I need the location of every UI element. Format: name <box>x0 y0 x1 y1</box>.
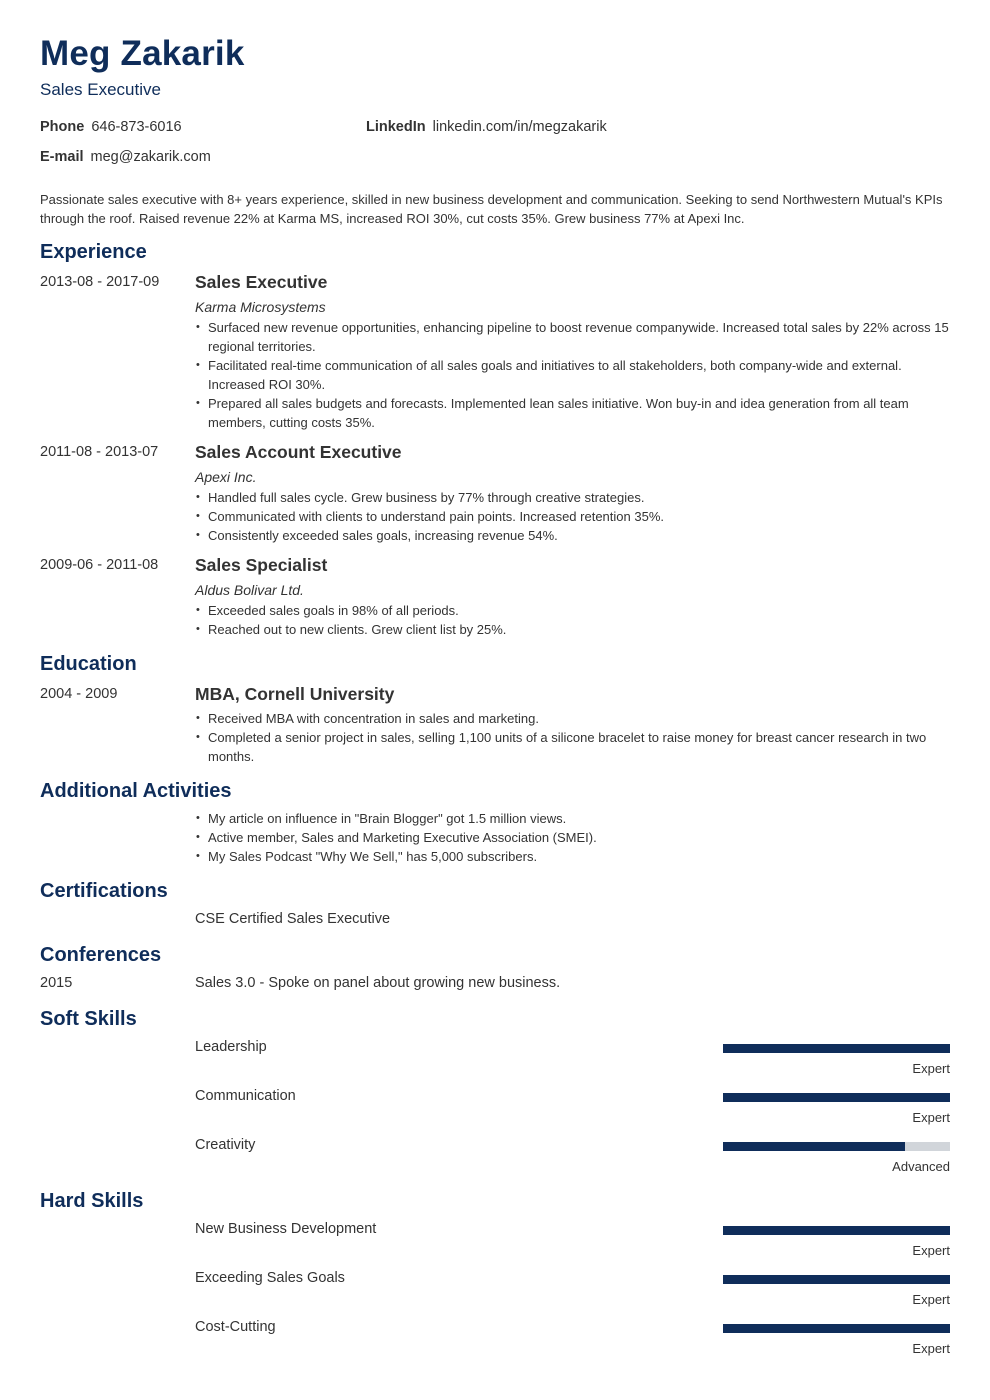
activities-heading: Additional Activities <box>40 780 232 802</box>
list-item: • My article on influence in "Brain Blogger" got 1.5 million views. <box>195 809 950 828</box>
candidate-role: Sales Executive <box>40 80 161 99</box>
education-heading: Education <box>40 653 137 675</box>
list-item: • Communicated with clients to understand pain points. Increased retention 35%. <box>195 507 950 526</box>
skill-level: Expert <box>912 1341 950 1356</box>
job-company: Apexi Inc. <box>195 469 257 485</box>
job-dates: 2009-06 - 2011-08 <box>40 557 159 573</box>
skill-name: Cost-Cutting <box>195 1319 276 1335</box>
skill-name: Exceeding Sales Goals <box>195 1270 345 1286</box>
skill-bar-fill <box>723 1275 950 1284</box>
skill-bar-fill <box>723 1226 950 1235</box>
list-item: • My Sales Podcast "Why We Sell," has 5,000 subscribers. <box>195 847 950 866</box>
job-company: Aldus Bolivar Ltd. <box>195 582 304 598</box>
skill-bar-fill <box>723 1044 950 1053</box>
list-item: • Exceeded sales goals in 98% of all periods. <box>195 601 950 620</box>
conference-year: 2015 <box>40 975 73 991</box>
skill-bar <box>723 1324 950 1333</box>
job-dates: 2011-08 - 2013-07 <box>40 444 159 460</box>
job-company: Karma Microsystems <box>195 299 326 315</box>
phone-value: 646-873-6016 <box>91 119 182 135</box>
skill-bar-fill <box>723 1324 950 1333</box>
list-item: • Consistently exceeded sales goals, increasing revenue 54%. <box>195 526 950 545</box>
linkedin-value[interactable]: linkedin.com/in/megzakarik <box>432 119 607 135</box>
skill-name: Communication <box>195 1088 296 1104</box>
list-item: • Received MBA with concentration in sales and marketing. <box>195 709 950 728</box>
job-title: Sales Specialist <box>195 555 328 575</box>
phone-label: Phone <box>40 119 85 135</box>
skill-name: Leadership <box>195 1039 267 1055</box>
skill-level: Expert <box>912 1243 950 1258</box>
soft-skills-heading: Soft Skills <box>40 1008 137 1030</box>
list-item: • Facilitated real-time communication of all sales goals and initiatives to all stakeholders, both company-wide and external. Increased ROI 30%. <box>195 356 950 394</box>
list-item: • Handled full sales cycle. Grew business by 77% through creative strategies. <box>195 488 950 507</box>
phone-contact <box>40 119 182 135</box>
job-title: Sales Executive <box>195 272 328 292</box>
linkedin-contact <box>366 119 607 135</box>
education-bullets <box>195 709 950 766</box>
skill-level: Advanced <box>892 1159 950 1174</box>
skill-bar <box>723 1226 950 1235</box>
email-value[interactable]: meg@zakarik.com <box>90 149 211 165</box>
skill-level: Expert <box>912 1292 950 1307</box>
skill-bar <box>723 1044 950 1053</box>
skill-level: Expert <box>912 1110 950 1125</box>
job-bullets <box>195 601 950 639</box>
job-bullets <box>195 318 950 432</box>
activities-bullets <box>195 809 950 866</box>
list-item: • Prepared all sales budgets and forecasts. Implemented lean sales initiative. Won buy-in and idea generation from all team members, cutting costs 35%. <box>195 394 950 432</box>
list-item: • Active member, Sales and Marketing Executive Association (SMEI). <box>195 828 950 847</box>
candidate-name: Meg Zakarik <box>40 34 245 73</box>
education-dates: 2004 - 2009 <box>40 686 118 702</box>
conferences-heading: Conferences <box>40 944 162 966</box>
list-item: • Completed a senior project in sales, selling 1,100 units of a silicone bracelet to raise money for breast cancer research in two months. <box>195 728 950 766</box>
list-item: • Surfaced new revenue opportunities, enhancing pipeline to boost revenue companywide. Increased total sales by 22% across 15 regional territories. <box>195 318 950 356</box>
job-dates: 2013-08 - 2017-09 <box>40 274 160 290</box>
skill-name: New Business Development <box>195 1221 377 1237</box>
conference-item: Sales 3.0 - Spoke on panel about growing new business. <box>195 975 561 991</box>
certification-item: CSE Certified Sales Executive <box>195 911 391 927</box>
skill-bar <box>723 1275 950 1284</box>
skill-level: Expert <box>912 1061 950 1076</box>
job-title: Sales Account Executive <box>195 442 402 462</box>
experience-heading: Experience <box>40 241 147 263</box>
certifications-heading: Certifications <box>40 880 168 902</box>
education-degree: MBA, Cornell University <box>195 684 395 704</box>
skill-bar <box>723 1093 950 1102</box>
skill-bar-fill <box>723 1142 905 1151</box>
linkedin-label: LinkedIn <box>366 119 426 135</box>
skill-name: Creativity <box>195 1137 256 1153</box>
skill-bar-fill <box>723 1093 950 1102</box>
job-bullets <box>195 488 950 545</box>
email-label: E-mail <box>40 149 84 165</box>
email-contact <box>40 149 211 165</box>
list-item: • Reached out to new clients. Grew client list by 25%. <box>195 620 950 639</box>
skill-bar <box>723 1142 950 1151</box>
summary-text: Passionate sales executive with 8+ years experience, skilled in new business development and communication. Seeking to send Northwestern Mutual's KPIs through the roof. Raised revenue 22% at Karma MS, increased ROI 30%, cut costs 35%. Grew business 77% at Apexi Inc. <box>40 192 943 226</box>
hard-skills-heading: Hard Skills <box>40 1190 144 1212</box>
